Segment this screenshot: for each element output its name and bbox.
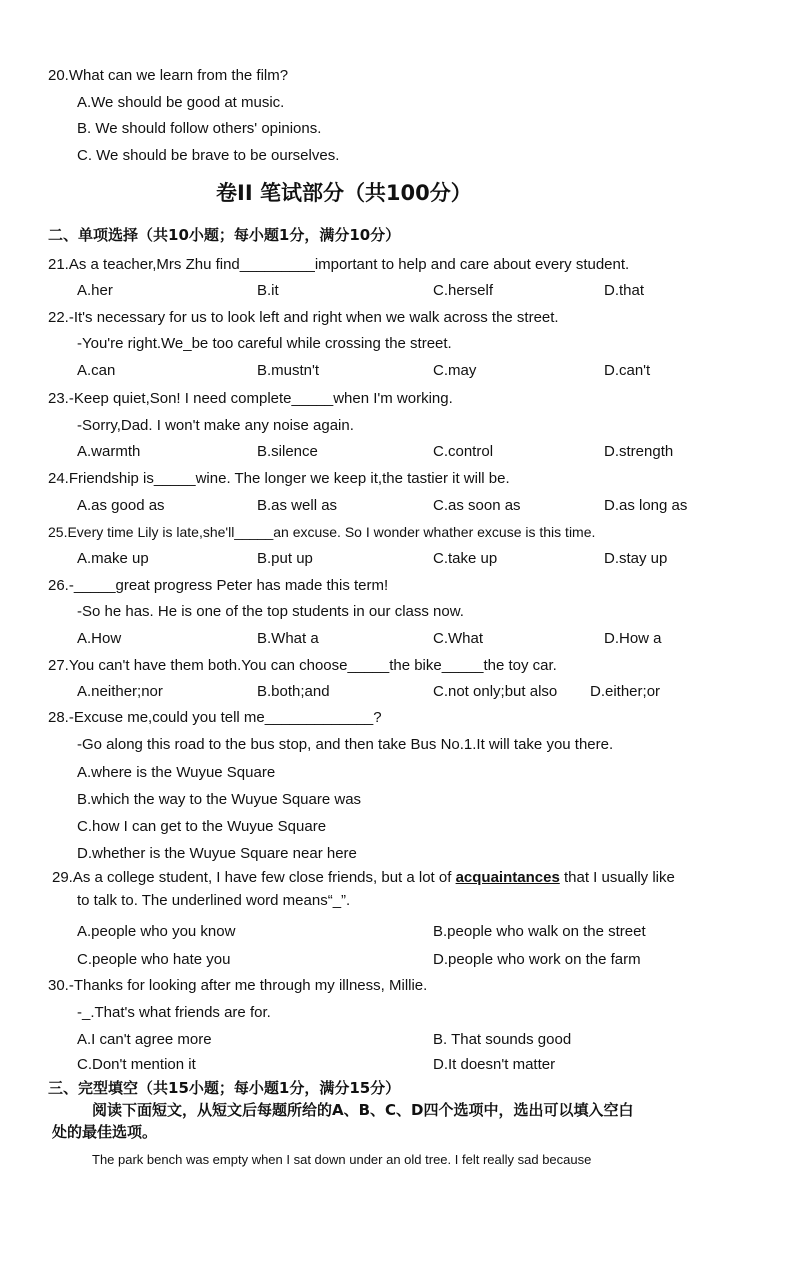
q30-option-b: B. That sounds good: [433, 1031, 572, 1048]
q24-option-a: A.as good as: [77, 497, 165, 514]
q26-option-c: C.What: [433, 630, 484, 647]
q26-option-d: D.How a: [604, 630, 662, 647]
q24-stem: 24.Friendship is_____wine. The longer we keep it,the tastier it will be.: [48, 470, 510, 487]
q20-option-c: C. We should be brave to be ourselves.: [77, 147, 340, 164]
q30-option-d: D.It doesn't matter: [433, 1056, 556, 1073]
q23-option-a: A.warmth: [77, 443, 141, 460]
q28-line2: -Go along this road to the bus stop, and then take Bus No.1.It will take you there.: [77, 736, 614, 753]
q26-stem: 26.-_____great progress Peter has made this term!: [48, 577, 389, 594]
q27-stem: 27.You can't have them both.You can choose_____the bike_____the toy car.: [48, 657, 557, 674]
q27-option-b: B.both;and: [257, 683, 330, 700]
q24-option-b: B.as well as: [257, 497, 338, 514]
q27-option-a: A.neither;nor: [77, 683, 163, 700]
q22-stem: 22.-It's necessary for us to look left and right when we walk across the street.: [48, 309, 559, 326]
q24-option-c: C.as soon as: [433, 497, 521, 514]
q26-line2: -So he has. He is one of the top students in our class now.: [77, 603, 464, 620]
q22-option-a: A.can: [77, 362, 116, 379]
q22-option-b: B.mustn't: [257, 362, 320, 379]
q29-stem: [52, 868, 675, 888]
passage-line1: The park bench was empty when I sat down under an old tree. I felt really sad because: [92, 1152, 592, 1167]
section3-title: 三、完型填空（共15小题；每小题1分，满分15分）: [48, 1079, 401, 1097]
section2-title: 二、单项选择（共10小题；每小题1分，满分10分）: [48, 226, 401, 244]
q21-stem: 21.As a teacher,Mrs Zhu find_________important to help and care about every student.: [48, 256, 630, 273]
q25-option-d: D.stay up: [604, 550, 668, 567]
q30-option-a: A.I can't agree more: [77, 1031, 212, 1048]
q25-option-c: C.take up: [433, 550, 498, 567]
q26-option-a: A.How: [77, 630, 122, 647]
q20-option-b: B. We should follow others' opinions.: [77, 120, 322, 137]
q28-option-b: B.which the way to the Wuyue Square was: [77, 791, 362, 808]
q27-option-d: D.either;or: [590, 683, 661, 700]
q22-option-d: D.can't: [604, 362, 651, 379]
part-title: 卷II 笔试部分（共100分）: [216, 181, 472, 205]
q20-stem: 20.What can we learn from the film?: [48, 67, 289, 84]
section3-instruction-line2: 处的最佳选项。: [52, 1123, 158, 1141]
q29-stem-before: 29.As a college student, I have few close friends, but a lot of: [52, 869, 456, 886]
q24-option-d: D.as long as: [604, 497, 688, 514]
q30-option-c: C.Don't mention it: [77, 1056, 196, 1073]
q25-option-b: B.put up: [257, 550, 313, 567]
q21-option-c: C.herself: [433, 282, 494, 299]
q23-stem: 23.-Keep quiet,Son! I need complete_____when I'm working.: [48, 390, 453, 407]
q22-line2: -You're right.We_be too careful while crossing the street.: [77, 335, 452, 352]
section3-instruction-line1: 阅读下面短文，从短文后每题所给的A、B、C、D四个选项中，选出可以填入空白: [92, 1101, 634, 1119]
q23-option-c: C.control: [433, 443, 494, 460]
q25-stem: 25.Every time Lily is late,she'll_____an excuse. So I wonder whather excuse is this time.: [48, 524, 596, 540]
q28-option-c: C.how I can get to the Wuyue Square: [77, 818, 327, 835]
q28-stem: 28.-Excuse me,could you tell me_____________?: [48, 709, 382, 726]
q29-option-a: A.people who you know: [77, 923, 236, 940]
q29-option-d: D.people who work on the farm: [433, 951, 641, 968]
q28-option-d: D.whether is the Wuyue Square near here: [77, 845, 357, 862]
q21-option-b: B.it: [257, 282, 279, 299]
q29-underlined-word: acquaintances: [455, 869, 560, 886]
q29-option-b: B.people who walk on the street: [433, 923, 646, 940]
q25-option-a: A.make up: [77, 550, 149, 567]
q27-option-c: C.not only;but also: [433, 683, 558, 700]
q21-option-a: A.her: [77, 282, 113, 299]
q29-stem-after: that I usually like: [559, 869, 675, 886]
q23-option-b: B.silence: [257, 443, 318, 460]
q29-option-c: C.people who hate you: [77, 951, 231, 968]
q22-option-c: C.may: [433, 362, 477, 379]
q30-stem: 30.-Thanks for looking after me through my illness, Millie.: [48, 977, 428, 994]
q23-line2: -Sorry,Dad. I won't make any noise again.: [77, 417, 354, 434]
q23-option-d: D.strength: [604, 443, 674, 460]
q21-option-d: D.that: [604, 282, 645, 299]
q26-option-b: B.What a: [257, 630, 319, 647]
q28-option-a: A.where is the Wuyue Square: [77, 764, 276, 781]
q29-line2: to talk to. The underlined word means“_”.: [77, 892, 351, 909]
q20-option-a: A.We should be good at music.: [77, 94, 285, 111]
q30-line2: -_.That's what friends are for.: [77, 1004, 271, 1021]
